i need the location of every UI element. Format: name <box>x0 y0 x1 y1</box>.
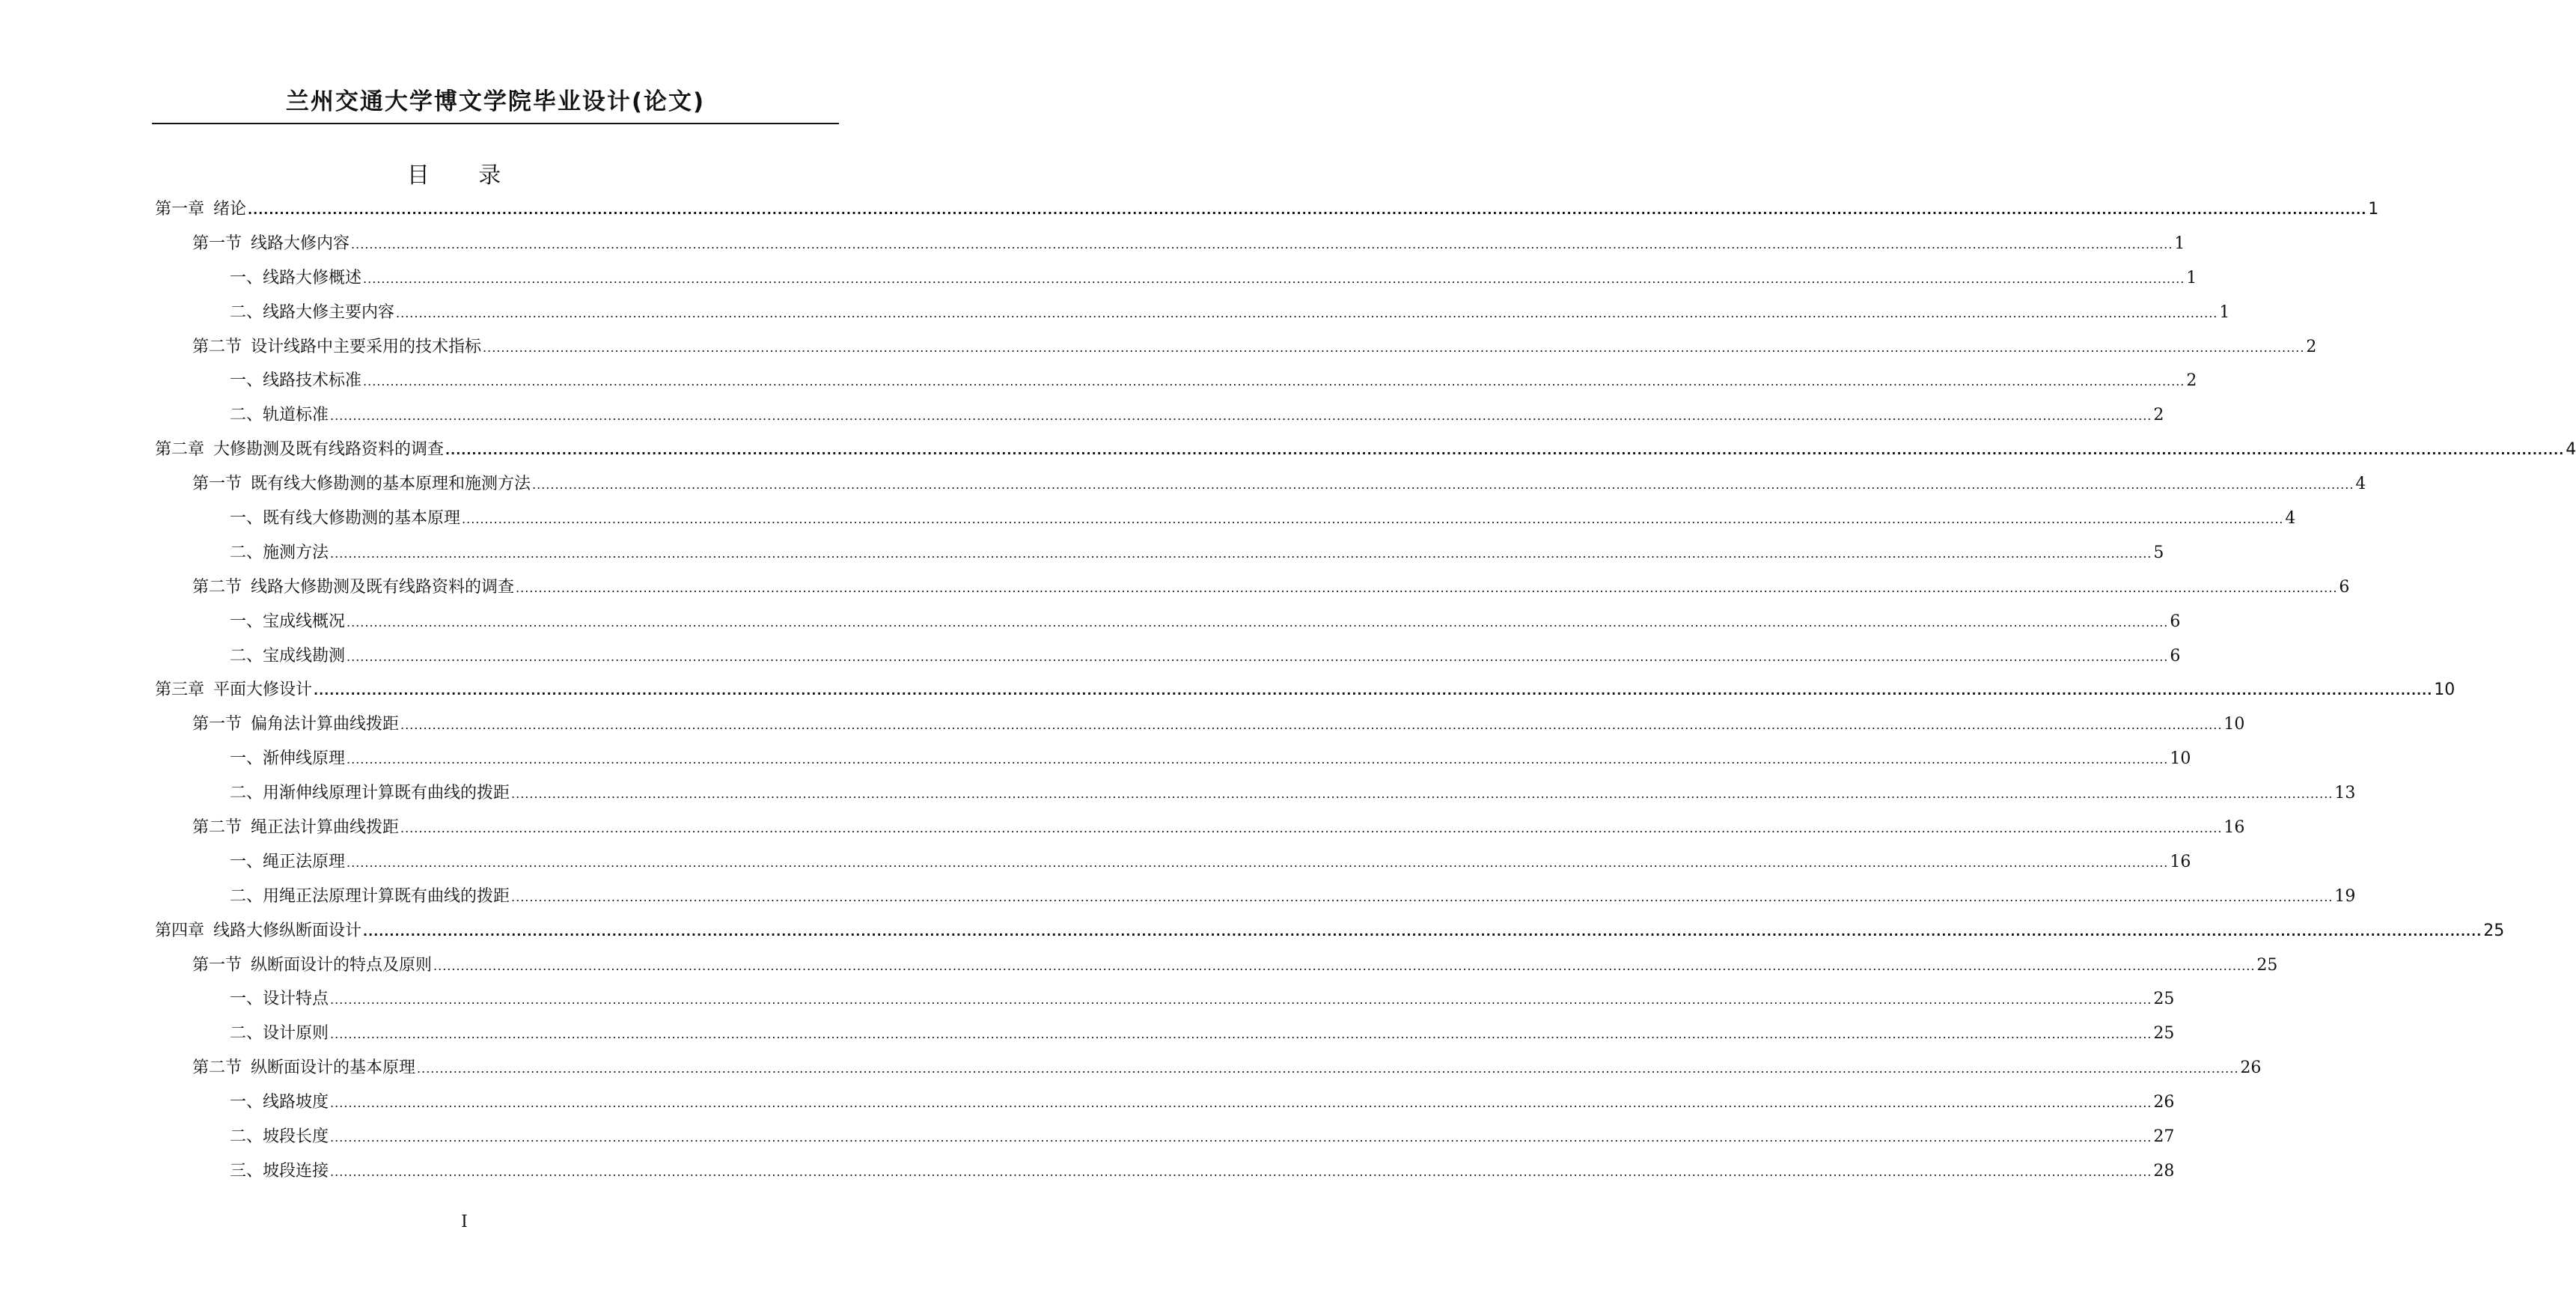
toc-entry[interactable] <box>155 711 2245 746</box>
toc-leader-dots: ................................................................................................................................................................................................................................................................................................................................................................................................................ <box>417 1061 2239 1076</box>
toc-entry-label <box>230 368 361 391</box>
toc-leader-dots: ................................................................................................................................................................................................................................................................................................................................................................................................................ <box>400 821 2223 836</box>
toc-entry-text: 二、用渐伸线原理计算既有曲线的拨距 <box>230 784 510 803</box>
toc-entry-label <box>192 471 531 494</box>
toc-entry-page: 25 <box>2483 921 2505 940</box>
header-title: 兰州交通大学博文学院毕业设计(论文) <box>285 88 706 115</box>
toc-leader-dots: ................................................................................................................................................................................................................................................................................................................................................................................................................ <box>363 271 2185 286</box>
toc-entry-number: 第一章 <box>155 200 205 219</box>
toc-entry-text: 线路大修勘测及既有线路资料的调查 <box>251 577 515 597</box>
toc-entry[interactable] <box>155 574 2350 609</box>
toc-entry-number: 第二节 <box>192 577 242 597</box>
toc-entry-page: 6 <box>2170 646 2181 665</box>
toc-entry-label <box>230 609 345 632</box>
toc-entry[interactable] <box>155 540 2164 574</box>
toc-entry-page: 4 <box>2355 475 2366 494</box>
toc-entry-label <box>192 814 399 838</box>
toc-leader-dots: ................................................................................................................................................................................................................................................................................................................................................................................................................ <box>330 1164 2152 1179</box>
toc-entry[interactable] <box>155 299 2230 334</box>
toc-entry-label <box>230 265 361 288</box>
toc-leader-dots: ................................................................................................................................................................................................................................................................................................................................................................................................................ <box>445 443 2565 458</box>
toc-entry-label <box>230 505 460 528</box>
toc-entry-page: 4 <box>2285 509 2296 528</box>
toc-entry-page: 28 <box>2153 1161 2175 1181</box>
toc-entry-text: 绪论 <box>213 200 247 219</box>
toc-entry-page: 1 <box>2174 234 2185 253</box>
toc-entry-page: 13 <box>2334 784 2356 803</box>
toc-entry[interactable] <box>155 609 2181 643</box>
toc-entry-text: 一、绳正法原理 <box>230 852 346 871</box>
toc-entry-page: 25 <box>2153 990 2175 1009</box>
toc-entry-page: 25 <box>2153 1024 2175 1044</box>
toc-entry-label <box>155 436 444 460</box>
toc-entry[interactable] <box>155 1158 2175 1192</box>
page-number: I <box>461 1213 468 1231</box>
toc-entry-text: 二、宝成线勘测 <box>230 646 346 665</box>
toc-entry[interactable] <box>155 471 2366 505</box>
toc-entry[interactable] <box>155 883 2356 918</box>
toc-entry[interactable] <box>155 986 2175 1020</box>
toc-entry[interactable] <box>155 918 2505 952</box>
toc-entry-page: 1 <box>2186 268 2197 287</box>
toc-entry-text: 一、设计特点 <box>230 990 329 1009</box>
toc-entry-page: 5 <box>2153 543 2164 562</box>
page-header <box>152 88 839 124</box>
toc-entry-page: 1 <box>2368 200 2379 219</box>
toc-entry-label <box>230 1158 329 1181</box>
toc-entry-page: 26 <box>2240 1058 2262 1078</box>
toc-entry-page: 2 <box>2153 406 2164 425</box>
toc-entry[interactable] <box>155 1020 2175 1055</box>
toc-entry-label <box>230 1089 329 1112</box>
toc-leader-dots: ................................................................................................................................................................................................................................................................................................................................................................................................................ <box>363 924 2482 939</box>
toc-entry-label <box>230 780 510 803</box>
toc-leader-dots: ................................................................................................................................................................................................................................................................................................................................................................................................................ <box>462 512 2284 527</box>
toc-leader-dots: ................................................................................................................................................................................................................................................................................................................................................................................................................ <box>330 409 2152 424</box>
toc-entry-text: 一、线路技术标准 <box>230 371 362 391</box>
toc-entry-text: 一、宝成线概况 <box>230 612 346 631</box>
toc-entry-page: 10 <box>2224 715 2245 734</box>
toc-entry[interactable] <box>155 1089 2175 1124</box>
toc-entry[interactable] <box>155 231 2185 265</box>
toc-leader-dots: ................................................................................................................................................................................................................................................................................................................................................................................................................ <box>363 374 2185 389</box>
toc-entry[interactable] <box>155 643 2181 677</box>
toc-leader-dots: ................................................................................................................................................................................................................................................................................................................................................................................................................ <box>433 958 2256 973</box>
toc-entry-text: 线路大修内容 <box>251 234 350 253</box>
toc-leader-dots: ................................................................................................................................................................................................................................................................................................................................................................................................................ <box>330 993 2152 1008</box>
toc-entry-page: 6 <box>2339 577 2350 597</box>
toc-leader-dots: ................................................................................................................................................................................................................................................................................................................................................................................................................ <box>347 615 2169 630</box>
toc-entry-page: 19 <box>2334 886 2356 906</box>
toc-leader-dots: ................................................................................................................................................................................................................................................................................................................................................................................................................ <box>347 649 2169 664</box>
toc-entry-text: 一、渐伸线原理 <box>230 749 346 769</box>
toc-leader-dots: ................................................................................................................................................................................................................................................................................................................................................................................................................ <box>314 683 2433 698</box>
toc-entry-page: 16 <box>2170 852 2191 871</box>
toc-leader-dots: ................................................................................................................................................................................................................................................................................................................................................................................................................ <box>511 889 2334 904</box>
toc-entry-text: 平面大修设计 <box>213 680 313 700</box>
toc-leader-dots: ................................................................................................................................................................................................................................................................................................................................................................................................................ <box>330 546 2152 561</box>
toc-entry-text: 既有线大修勘测的基本原理和施测方法 <box>251 475 531 494</box>
toc-entry-label <box>230 643 345 666</box>
toc-entry-text: 设计线路中主要采用的技术指标 <box>251 337 482 356</box>
toc-entry[interactable] <box>155 402 2164 436</box>
toc-entry-number: 第二章 <box>155 440 205 460</box>
toc-entry-text: 二、坡段长度 <box>230 1127 329 1147</box>
toc-leader-dots: ................................................................................................................................................................................................................................................................................................................................................................................................................ <box>483 340 2305 355</box>
toc-entry-text: 三、坡段连接 <box>230 1161 329 1181</box>
toc-entry-label <box>230 402 329 425</box>
toc-entry-text: 二、线路大修主要内容 <box>230 302 395 322</box>
toc-entry-page: 16 <box>2224 818 2245 838</box>
toc-entry-label <box>230 883 510 907</box>
toc-leader-dots: ................................................................................................................................................................................................................................................................................................................................................................................................................ <box>330 1130 2152 1145</box>
table-of-contents <box>155 196 2576 1192</box>
toc-entry-label <box>192 711 399 734</box>
toc-entry-number: 第一节 <box>192 955 242 975</box>
toc-entry[interactable] <box>155 334 2317 368</box>
toc-entry[interactable] <box>155 265 2197 299</box>
toc-entry[interactable] <box>155 1124 2175 1158</box>
toc-entry[interactable] <box>155 368 2197 402</box>
toc-entry-text: 线路大修纵断面设计 <box>213 921 362 940</box>
toc-entry-number: 第一节 <box>192 715 242 734</box>
toc-entry[interactable] <box>155 746 2191 780</box>
toc-entry-page: 10 <box>2170 749 2191 769</box>
toc-entry-label <box>230 540 329 563</box>
toc-entry-page: 25 <box>2256 955 2278 975</box>
toc-entry-page: 2 <box>2306 337 2317 356</box>
toc-entry-text: 绳正法计算曲线拨距 <box>251 818 400 838</box>
toc-entry-label <box>230 986 329 1009</box>
toc-entry-page: 10 <box>2434 680 2456 700</box>
toc-entry-number: 第二节 <box>192 1058 242 1078</box>
toc-entry-page: 4 <box>2566 440 2576 460</box>
toc-entry-text: 纵断面设计的基本原理 <box>251 1058 416 1078</box>
toc-entry-page: 6 <box>2170 612 2181 631</box>
toc-entry-text: 二、施测方法 <box>230 543 329 562</box>
toc-entry[interactable] <box>155 196 2379 231</box>
toc-leader-dots: ................................................................................................................................................................................................................................................................................................................................................................................................................ <box>347 752 2169 767</box>
toc-leader-dots: ................................................................................................................................................................................................................................................................................................................................................................................................................ <box>351 237 2173 252</box>
toc-entry-text: 偏角法计算曲线拨距 <box>251 715 400 734</box>
toc-entry-label <box>192 231 350 254</box>
toc-entry-number: 第二节 <box>192 337 242 356</box>
toc-entry[interactable] <box>155 505 2296 540</box>
toc-entry-text: 纵断面设计的特点及原则 <box>251 955 433 975</box>
toc-entry-page: 2 <box>2186 371 2197 391</box>
toc-entry[interactable] <box>155 780 2356 814</box>
toc-entry[interactable] <box>155 436 2576 471</box>
toc-entry-text: 二、用绳正法原理计算既有曲线的拨距 <box>230 886 510 906</box>
toc-entry[interactable] <box>155 849 2191 883</box>
toc-entry-label <box>155 196 246 219</box>
toc-entry-text: 大修勘测及既有线路资料的调查 <box>213 440 445 460</box>
toc-entry-text: 二、设计原则 <box>230 1024 329 1044</box>
toc-leader-dots: ................................................................................................................................................................................................................................................................................................................................................................................................................ <box>330 1096 2152 1111</box>
toc-entry-label <box>230 1020 329 1044</box>
toc-title: 目 录 <box>406 162 522 189</box>
toc-entry-number: 第一节 <box>192 234 242 253</box>
toc-entry[interactable] <box>155 1055 2262 1089</box>
toc-leader-dots: ................................................................................................................................................................................................................................................................................................................................................................................................................ <box>396 305 2218 320</box>
toc-leader-dots: ................................................................................................................................................................................................................................................................................................................................................................................................................ <box>248 203 2367 217</box>
toc-entry-number: 第四章 <box>155 921 205 940</box>
toc-entry-label <box>230 1124 329 1147</box>
toc-leader-dots: ................................................................................................................................................................................................................................................................................................................................................................................................................ <box>400 718 2223 733</box>
toc-entry-label <box>192 952 432 975</box>
toc-entry-text: 一、线路大修概述 <box>230 268 362 287</box>
toc-entry-number: 第一节 <box>192 475 242 494</box>
toc-entry-label <box>230 299 394 323</box>
toc-entry-page: 26 <box>2153 1093 2175 1112</box>
toc-entry-label <box>230 746 345 769</box>
toc-entry-number: 第二节 <box>192 818 242 838</box>
toc-entry-text: 一、既有线大修勘测的基本原理 <box>230 509 461 528</box>
toc-entry-page: 1 <box>2219 302 2230 322</box>
toc-entry-label <box>155 677 312 700</box>
toc-leader-dots: ................................................................................................................................................................................................................................................................................................................................................................................................................ <box>516 580 2338 595</box>
toc-entry-label <box>192 574 514 597</box>
toc-entry-label <box>192 334 481 357</box>
toc-entry-page: 27 <box>2153 1127 2175 1147</box>
toc-entry-number: 第三章 <box>155 680 205 700</box>
toc-leader-dots: ................................................................................................................................................................................................................................................................................................................................................................................................................ <box>511 787 2334 802</box>
toc-entry[interactable] <box>155 677 2456 711</box>
toc-entry-label <box>155 918 361 941</box>
toc-entry-text: 一、线路坡度 <box>230 1093 329 1112</box>
toc-entry[interactable] <box>155 814 2245 849</box>
toc-leader-dots: ................................................................................................................................................................................................................................................................................................................................................................................................................ <box>532 478 2354 493</box>
toc-entry-label <box>192 1055 415 1078</box>
toc-entry-label <box>230 849 345 872</box>
toc-entry[interactable] <box>155 952 2278 987</box>
toc-entry-text: 二、轨道标准 <box>230 406 329 425</box>
toc-leader-dots: ................................................................................................................................................................................................................................................................................................................................................................................................................ <box>330 1027 2152 1042</box>
toc-leader-dots: ................................................................................................................................................................................................................................................................................................................................................................................................................ <box>347 855 2169 870</box>
